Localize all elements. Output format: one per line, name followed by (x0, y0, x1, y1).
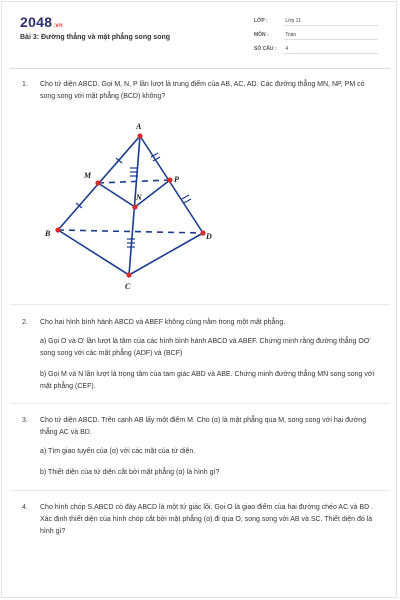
question-4-text: Cho hình chóp S.ABCD có đáy ABCD là một tứ giác lồi. Gọi O là giao điểm của hai đường chéo AC và BD . Xác định thiết diện của hình chóp cắt bởi mặt phẳng (α) đi qua O, song song với AB và SC. Thiết diện đó là hình gì? (40, 504, 374, 535)
question-3-number: 3. (22, 417, 28, 424)
question-1-number: 1. (22, 81, 28, 88)
edge-BD-hidden (58, 230, 203, 233)
meta-count-label: SỐ CÂU : (254, 46, 277, 52)
meta-subject-value: Toán (285, 32, 297, 38)
edge-BC (58, 230, 129, 275)
meta-class-value: Lớp 11 (285, 18, 301, 24)
question-3-part-b: b) Thiết diện của tứ diện cắt bởi mặt phẳng (α) là hình gì? (40, 469, 220, 476)
question-2-number: 2. (22, 319, 28, 326)
question-3-part-a: a) Tìm giao tuyến của (α) với các mặt của tứ diện. (40, 448, 196, 455)
question-2-text: Cho hai hình bình hành ABCD và ABEF không cùng nằm trong một mặt phẳng. (40, 319, 286, 326)
question-separator (10, 403, 390, 404)
question-2-part-a: a) Gọi O và O' lần lượt là tâm của các hình bình hành ABCD và ABEF. Chứng minh rằng đường thẳng OO' song song với các mặt phẳng (ADF) và (BCF) (40, 338, 371, 357)
meta-class-label: LỚP : (254, 18, 268, 24)
question-3-text: Cho tứ diện ABCD. Trên cạnh AB lấy một điểm M. Cho (α) là mặt phẳng qua M, song song với hai đường thẳng AC và BD. (40, 417, 367, 436)
segment-MN (98, 183, 135, 207)
question-1-text: Cho tứ diện ABCD. Gọi M, N, P lần lượt là trung điểm của AB, AC, AD. Các đường thẳng MN, NP, PM có song song với mặt phẳng (BCD) không? (40, 81, 365, 100)
point-label-N: N (136, 193, 142, 202)
question-separator (10, 490, 390, 491)
segment-MP-hidden (98, 180, 170, 183)
point-label-D: D (206, 232, 212, 241)
point-label-C: C (125, 282, 131, 291)
lesson-title: Bài 3: Đường thẳng và mặt phẳng song song (20, 34, 171, 41)
edge-AD (140, 136, 203, 233)
edge-CD (129, 233, 203, 275)
logo-suffix: .vn (53, 23, 63, 29)
point-label-B: B (45, 229, 51, 238)
point-label-P: P (174, 175, 179, 184)
point-label-M: M (84, 171, 92, 180)
point-label-A: A (136, 122, 142, 131)
logo-text: 2048 (20, 14, 53, 30)
question-2-part-b: b) Gọi M và N lần lượt là trọng tâm của tam giác ABD và ABE. Chứng minh đường thẳng MN song song với mặt phẳng (CEF). (40, 371, 375, 390)
meta-subject-label: MÔN : (254, 32, 269, 38)
question-separator (10, 304, 390, 305)
meta-count-value: 4 (285, 46, 289, 52)
question-4-number: 4. (22, 504, 28, 511)
